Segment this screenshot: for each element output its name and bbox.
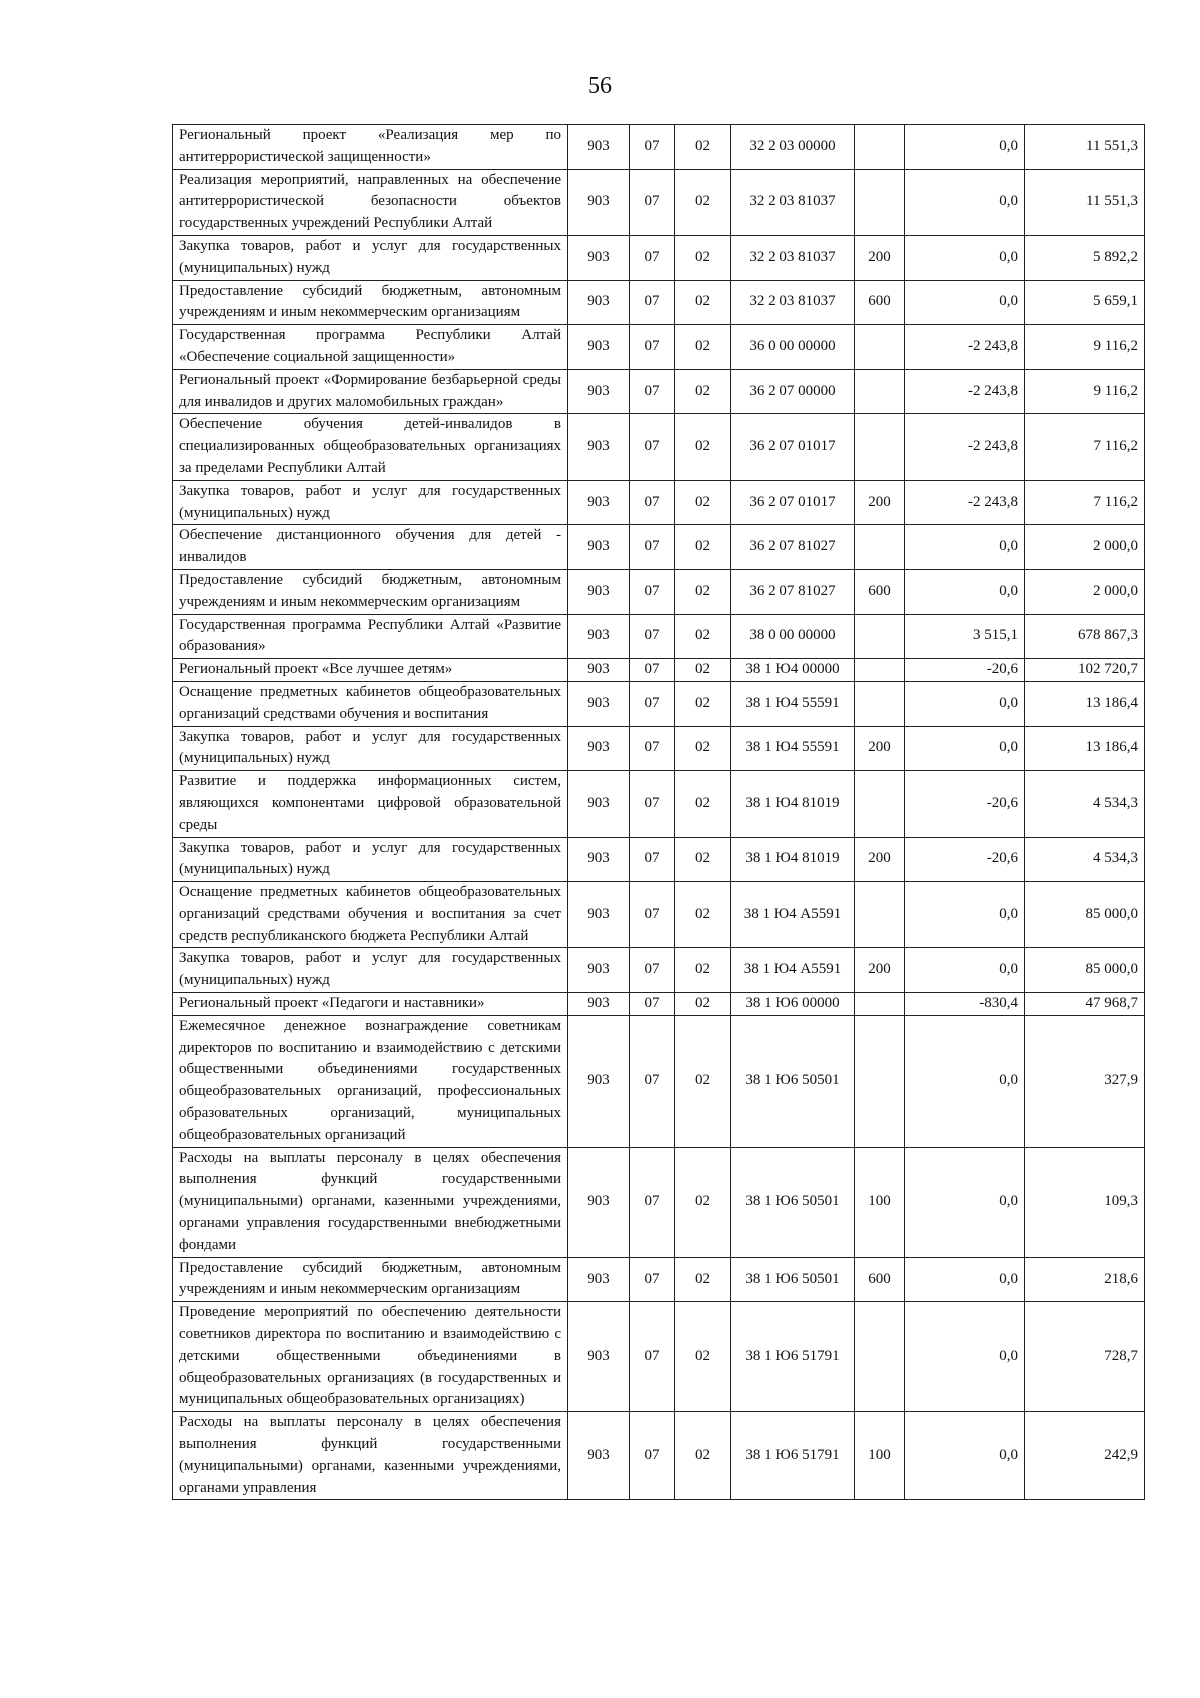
total-amount: 7 116,2 — [1025, 480, 1145, 525]
total-amount: 4 534,3 — [1025, 771, 1145, 837]
total-amount: 242,9 — [1025, 1412, 1145, 1500]
target-article: 38 1 Ю4 55591 — [731, 681, 855, 726]
ministry-code: 903 — [568, 771, 630, 837]
expense-type: 100 — [855, 1412, 905, 1500]
table-row — [173, 659, 1145, 682]
row-name: Расходы на выплаты персоналу в целях обеспечения выполнения функций государственными (муниципальными) органами, казенными учреждениями, органами управления — [173, 1412, 568, 1500]
subsection-code: 02 — [675, 837, 731, 882]
change-amount: 0,0 — [905, 569, 1025, 614]
subsection-code: 02 — [675, 614, 731, 659]
table-row — [173, 837, 1145, 882]
subsection-code: 02 — [675, 125, 731, 170]
section-code: 07 — [630, 235, 675, 280]
expense-type: 100 — [855, 1147, 905, 1257]
target-article: 38 1 Ю6 50501 — [731, 1015, 855, 1147]
section-code: 07 — [630, 414, 675, 480]
subsection-code: 02 — [675, 235, 731, 280]
ministry-code: 903 — [568, 569, 630, 614]
subsection-code: 02 — [675, 771, 731, 837]
section-code: 07 — [630, 480, 675, 525]
target-article: 32 2 03 81037 — [731, 169, 855, 235]
section-code: 07 — [630, 726, 675, 771]
expense-type — [855, 659, 905, 682]
row-name: Обеспечение обучения детей-инвалидов в специализированных общеобразовательных организациях за пределами Республики Алтай — [173, 414, 568, 480]
section-code: 07 — [630, 993, 675, 1016]
section-code: 07 — [630, 1015, 675, 1147]
total-amount: 5 659,1 — [1025, 280, 1145, 325]
ministry-code: 903 — [568, 726, 630, 771]
table-row — [173, 369, 1145, 414]
total-amount: 9 116,2 — [1025, 325, 1145, 370]
change-amount: 0,0 — [905, 948, 1025, 993]
total-amount: 11 551,3 — [1025, 169, 1145, 235]
expense-type — [855, 414, 905, 480]
change-amount: 0,0 — [905, 1147, 1025, 1257]
ministry-code: 903 — [568, 414, 630, 480]
row-name: Закупка товаров, работ и услуг для государственных (муниципальных) нужд — [173, 837, 568, 882]
target-article: 32 2 03 81037 — [731, 235, 855, 280]
change-amount: -20,6 — [905, 837, 1025, 882]
subsection-code: 02 — [675, 1257, 731, 1302]
ministry-code: 903 — [568, 948, 630, 993]
table-row — [173, 993, 1145, 1016]
row-name: Закупка товаров, работ и услуг для государственных (муниципальных) нужд — [173, 726, 568, 771]
target-article: 38 1 Ю6 51791 — [731, 1302, 855, 1412]
target-article: 38 1 Ю6 50501 — [731, 1257, 855, 1302]
target-article: 38 1 Ю4 81019 — [731, 837, 855, 882]
table-row — [173, 681, 1145, 726]
ministry-code: 903 — [568, 525, 630, 570]
table-row — [173, 882, 1145, 948]
section-code: 07 — [630, 614, 675, 659]
expense-type — [855, 325, 905, 370]
target-article: 32 2 03 81037 — [731, 280, 855, 325]
row-name: Проведение мероприятий по обеспечению деятельности советников директора по воспитанию и взаимодействию с детскими общественными объединениями в общеобразовательных организациях (в государственных и муниципальных общеобразовательных организациях) — [173, 1302, 568, 1412]
row-name: Предоставление субсидий бюджетным, автономным учреждениям и иным некоммерческим организациям — [173, 1257, 568, 1302]
expense-type — [855, 1302, 905, 1412]
target-article: 36 2 07 81027 — [731, 569, 855, 614]
expense-type: 200 — [855, 948, 905, 993]
table-row — [173, 525, 1145, 570]
expense-type: 600 — [855, 280, 905, 325]
total-amount: 85 000,0 — [1025, 882, 1145, 948]
table-row — [173, 235, 1145, 280]
ministry-code: 903 — [568, 837, 630, 882]
change-amount: 0,0 — [905, 1015, 1025, 1147]
expense-type — [855, 882, 905, 948]
section-code: 07 — [630, 525, 675, 570]
change-amount: 0,0 — [905, 1302, 1025, 1412]
target-article: 38 1 Ю4 A5591 — [731, 882, 855, 948]
target-article: 38 1 Ю4 81019 — [731, 771, 855, 837]
total-amount: 109,3 — [1025, 1147, 1145, 1257]
expense-type — [855, 993, 905, 1016]
subsection-code: 02 — [675, 993, 731, 1016]
change-amount: 0,0 — [905, 1412, 1025, 1500]
section-code: 07 — [630, 1147, 675, 1257]
ministry-code: 903 — [568, 681, 630, 726]
section-code: 07 — [630, 1302, 675, 1412]
expense-type: 600 — [855, 569, 905, 614]
section-code: 07 — [630, 325, 675, 370]
expense-type — [855, 614, 905, 659]
table-row — [173, 948, 1145, 993]
row-name: Региональный проект «Все лучшее детям» — [173, 659, 568, 682]
total-amount: 218,6 — [1025, 1257, 1145, 1302]
expense-type: 600 — [855, 1257, 905, 1302]
ministry-code: 903 — [568, 1412, 630, 1500]
target-article: 38 1 Ю4 00000 — [731, 659, 855, 682]
subsection-code: 02 — [675, 169, 731, 235]
expense-type — [855, 771, 905, 837]
change-amount: 0,0 — [905, 726, 1025, 771]
total-amount: 13 186,4 — [1025, 726, 1145, 771]
change-amount: 3 515,1 — [905, 614, 1025, 659]
target-article: 38 1 Ю6 51791 — [731, 1412, 855, 1500]
table-row — [173, 569, 1145, 614]
row-name: Региональный проект «Педагоги и наставники» — [173, 993, 568, 1016]
subsection-code: 02 — [675, 1147, 731, 1257]
total-amount: 102 720,7 — [1025, 659, 1145, 682]
expense-type — [855, 525, 905, 570]
expense-type: 200 — [855, 480, 905, 525]
table-row — [173, 125, 1145, 170]
section-code: 07 — [630, 569, 675, 614]
ministry-code: 903 — [568, 1257, 630, 1302]
table-row — [173, 1412, 1145, 1500]
ministry-code: 903 — [568, 235, 630, 280]
table-row — [173, 771, 1145, 837]
ministry-code: 903 — [568, 1302, 630, 1412]
row-name: Реализация мероприятий, направленных на обеспечение антитеррористической безопасности объектов государственных учреждений Республики Алтай — [173, 169, 568, 235]
change-amount: 0,0 — [905, 280, 1025, 325]
total-amount: 4 534,3 — [1025, 837, 1145, 882]
change-amount: -2 243,8 — [905, 369, 1025, 414]
expense-type: 200 — [855, 235, 905, 280]
ministry-code: 903 — [568, 993, 630, 1016]
change-amount: -20,6 — [905, 659, 1025, 682]
expense-type — [855, 1015, 905, 1147]
expense-type — [855, 125, 905, 170]
row-name: Закупка товаров, работ и услуг для государственных (муниципальных) нужд — [173, 480, 568, 525]
change-amount: -20,6 — [905, 771, 1025, 837]
row-name: Развитие и поддержка информационных систем, являющихся компонентами цифровой образовательной среды — [173, 771, 568, 837]
row-name: Государственная программа Республики Алтай «Развитие образования» — [173, 614, 568, 659]
subsection-code: 02 — [675, 726, 731, 771]
target-article: 36 2 07 00000 — [731, 369, 855, 414]
row-name: Ежемесячное денежное вознаграждение советникам директоров по воспитанию и взаимодействию с детскими общественными объединениями государственных общеобразовательных организаций, профессиональных образовательных организаций, муниципальных общеобразовательных организаций — [173, 1015, 568, 1147]
row-name: Закупка товаров, работ и услуг для государственных (муниципальных) нужд — [173, 235, 568, 280]
page-number: 56 — [588, 73, 612, 99]
subsection-code: 02 — [675, 1015, 731, 1147]
row-name: Предоставление субсидий бюджетным, автономным учреждениям и иным некоммерческим организациям — [173, 280, 568, 325]
change-amount: -2 243,8 — [905, 414, 1025, 480]
change-amount: 0,0 — [905, 681, 1025, 726]
expense-type: 200 — [855, 837, 905, 882]
total-amount: 5 892,2 — [1025, 235, 1145, 280]
total-amount: 85 000,0 — [1025, 948, 1145, 993]
target-article: 36 2 07 81027 — [731, 525, 855, 570]
row-name: Государственная программа Республики Алтай «Обеспечение социальной защищенности» — [173, 325, 568, 370]
target-article: 32 2 03 00000 — [731, 125, 855, 170]
subsection-code: 02 — [675, 882, 731, 948]
total-amount: 2 000,0 — [1025, 569, 1145, 614]
subsection-code: 02 — [675, 325, 731, 370]
section-code: 07 — [630, 169, 675, 235]
section-code: 07 — [630, 280, 675, 325]
section-code: 07 — [630, 369, 675, 414]
row-name: Региональный проект «Реализация мер по антитеррористической защищенности» — [173, 125, 568, 170]
row-name: Обеспечение дистанционного обучения для детей - инвалидов — [173, 525, 568, 570]
total-amount: 11 551,3 — [1025, 125, 1145, 170]
ministry-code: 903 — [568, 169, 630, 235]
total-amount: 9 116,2 — [1025, 369, 1145, 414]
row-name: Региональный проект «Формирование безбарьерной среды для инвалидов и других маломобильных граждан» — [173, 369, 568, 414]
row-name: Закупка товаров, работ и услуг для государственных (муниципальных) нужд — [173, 948, 568, 993]
ministry-code: 903 — [568, 1015, 630, 1147]
section-code: 07 — [630, 948, 675, 993]
table-row — [173, 169, 1145, 235]
target-article: 36 2 07 01017 — [731, 480, 855, 525]
table-row — [173, 1302, 1145, 1412]
table-row — [173, 325, 1145, 370]
section-code: 07 — [630, 837, 675, 882]
subsection-code: 02 — [675, 1302, 731, 1412]
subsection-code: 02 — [675, 369, 731, 414]
table-row — [173, 414, 1145, 480]
table-row — [173, 614, 1145, 659]
change-amount: 0,0 — [905, 525, 1025, 570]
target-article: 38 1 Ю6 50501 — [731, 1147, 855, 1257]
change-amount: -2 243,8 — [905, 325, 1025, 370]
total-amount: 7 116,2 — [1025, 414, 1145, 480]
row-name: Предоставление субсидий бюджетным, автономным учреждениям и иным некоммерческим организациям — [173, 569, 568, 614]
expense-type — [855, 169, 905, 235]
total-amount: 2 000,0 — [1025, 525, 1145, 570]
expense-type: 200 — [855, 726, 905, 771]
subsection-code: 02 — [675, 414, 731, 480]
ministry-code: 903 — [568, 1147, 630, 1257]
section-code: 07 — [630, 681, 675, 726]
ministry-code: 903 — [568, 614, 630, 659]
target-article: 38 0 00 00000 — [731, 614, 855, 659]
ministry-code: 903 — [568, 369, 630, 414]
section-code: 07 — [630, 1257, 675, 1302]
subsection-code: 02 — [675, 1412, 731, 1500]
table-row — [173, 1257, 1145, 1302]
row-name: Расходы на выплаты персоналу в целях обеспечения выполнения функций государственными (муниципальными) органами, казенными учреждениями, органами управления государственными внебюджетными фондами — [173, 1147, 568, 1257]
expense-type — [855, 681, 905, 726]
total-amount: 327,9 — [1025, 1015, 1145, 1147]
change-amount: 0,0 — [905, 1257, 1025, 1302]
expense-type — [855, 369, 905, 414]
change-amount: -830,4 — [905, 993, 1025, 1016]
target-article: 38 1 Ю4 A5591 — [731, 948, 855, 993]
budget-table — [172, 124, 1145, 1500]
row-name: Оснащение предметных кабинетов общеобразовательных организаций средствами обучения и воспитания за счет средств республиканского бюджета Республики Алтай — [173, 882, 568, 948]
target-article: 38 1 Ю6 00000 — [731, 993, 855, 1016]
change-amount: -2 243,8 — [905, 480, 1025, 525]
target-article: 36 2 07 01017 — [731, 414, 855, 480]
section-code: 07 — [630, 125, 675, 170]
subsection-code: 02 — [675, 948, 731, 993]
budget-table-body — [173, 125, 1145, 1500]
section-code: 07 — [630, 659, 675, 682]
table-row — [173, 726, 1145, 771]
ministry-code: 903 — [568, 125, 630, 170]
target-article: 38 1 Ю4 55591 — [731, 726, 855, 771]
ministry-code: 903 — [568, 882, 630, 948]
row-name: Оснащение предметных кабинетов общеобразовательных организаций средствами обучения и воспитания — [173, 681, 568, 726]
ministry-code: 903 — [568, 280, 630, 325]
table-row — [173, 1147, 1145, 1257]
total-amount: 728,7 — [1025, 1302, 1145, 1412]
total-amount: 47 968,7 — [1025, 993, 1145, 1016]
subsection-code: 02 — [675, 525, 731, 570]
ministry-code: 903 — [568, 659, 630, 682]
subsection-code: 02 — [675, 681, 731, 726]
subsection-code: 02 — [675, 480, 731, 525]
ministry-code: 903 — [568, 325, 630, 370]
target-article: 36 0 00 00000 — [731, 325, 855, 370]
table-row — [173, 1015, 1145, 1147]
change-amount: 0,0 — [905, 882, 1025, 948]
subsection-code: 02 — [675, 280, 731, 325]
section-code: 07 — [630, 882, 675, 948]
table-row — [173, 480, 1145, 525]
total-amount: 678 867,3 — [1025, 614, 1145, 659]
change-amount: 0,0 — [905, 125, 1025, 170]
subsection-code: 02 — [675, 659, 731, 682]
table-row — [173, 280, 1145, 325]
ministry-code: 903 — [568, 480, 630, 525]
total-amount: 13 186,4 — [1025, 681, 1145, 726]
change-amount: 0,0 — [905, 169, 1025, 235]
section-code: 07 — [630, 771, 675, 837]
change-amount: 0,0 — [905, 235, 1025, 280]
subsection-code: 02 — [675, 569, 731, 614]
section-code: 07 — [630, 1412, 675, 1500]
